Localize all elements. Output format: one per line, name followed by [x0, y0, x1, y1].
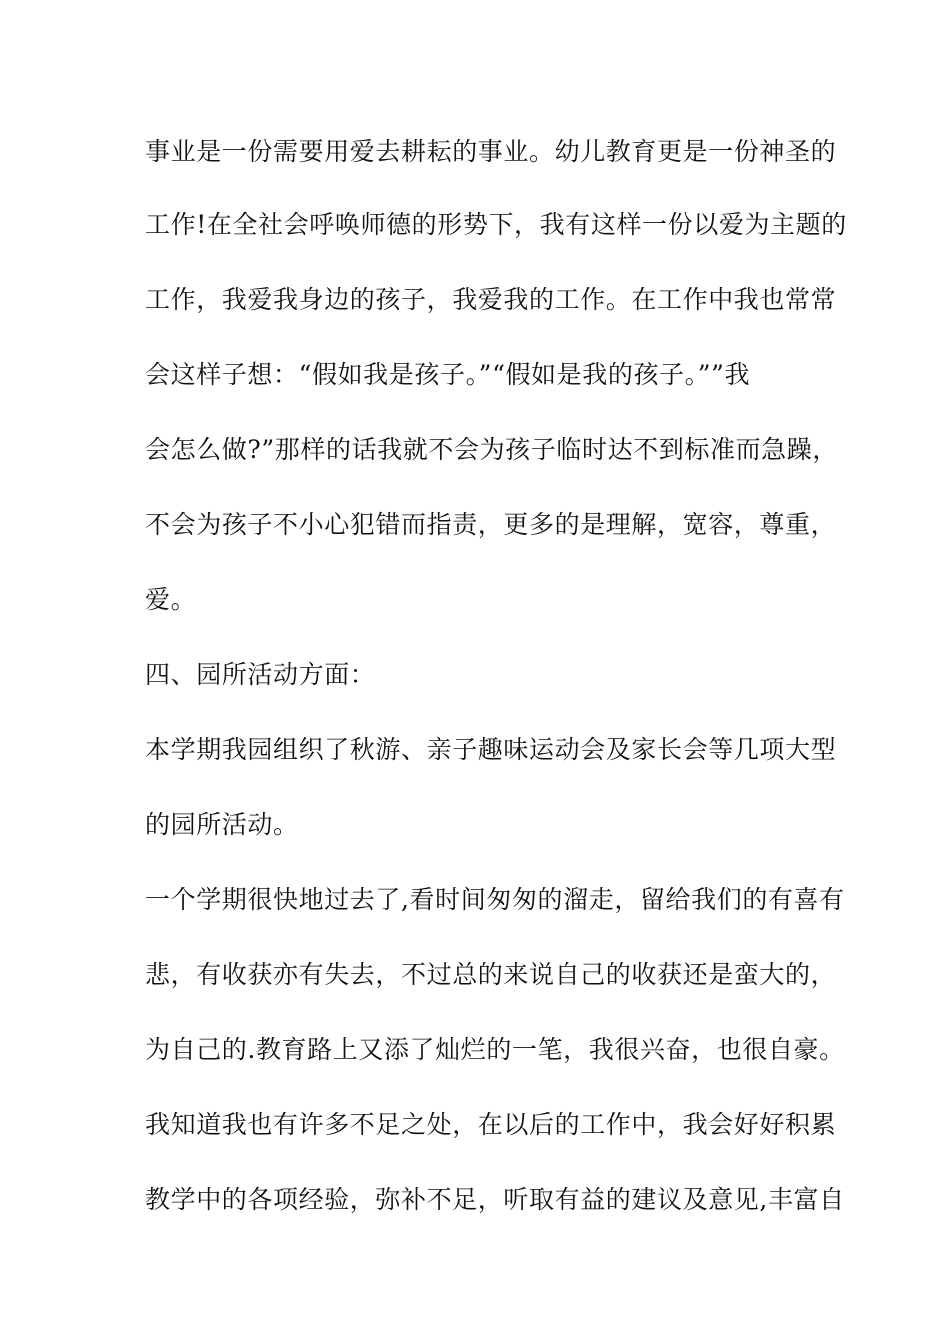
text-line-6: 不会为孩子不小心犯错而指责，更多的是理解，宽容，尊重， — [145, 510, 837, 539]
text-line-13: 为自己的.教育路上又添了灿烂的一笔，我很兴奋，也很自豪。 — [145, 1035, 845, 1064]
section-heading: 四、园所活动方面： — [145, 660, 376, 689]
text-line-15: 教学中的各项经验，弥补不足，听取有益的建议及意见,丰富自 — [145, 1185, 845, 1214]
text-line-11: 一个学期很快地过去了,看时间匆匆的溜走，留给我们的有喜有 — [145, 885, 845, 914]
text-line-2: 工作!在全社会呼唤师德的形势下，我有这样一份以爱为主题的 — [145, 210, 847, 239]
text-line-1: 事业是一份需要用爱去耕耘的事业。幼儿教育更是一份神圣的 — [145, 137, 837, 166]
text-line-7: 爱。 — [145, 585, 197, 614]
text-line-5: 会怎么做?”那样的话我就不会为孩子临时达不到标准而急躁， — [145, 435, 838, 464]
text-line-14: 我知道我也有许多不足之处，在以后的工作中，我会好好积累 — [145, 1110, 837, 1139]
text-line-10: 的园所活动。 — [145, 810, 299, 839]
text-line-3: 工作，我爱我身边的孩子，我爱我的工作。在工作中我也常常 — [145, 285, 837, 314]
text-line-4: 会这样子想：“假如我是孩子。”“假如是我的孩子。””我 — [145, 360, 751, 389]
text-line-9: 本学期我园组织了秋游、亲子趣味运动会及家长会等几项大型 — [145, 735, 837, 764]
text-line-12: 悲，有收获亦有失去，不过总的来说自己的收获还是蛮大的， — [145, 960, 837, 989]
